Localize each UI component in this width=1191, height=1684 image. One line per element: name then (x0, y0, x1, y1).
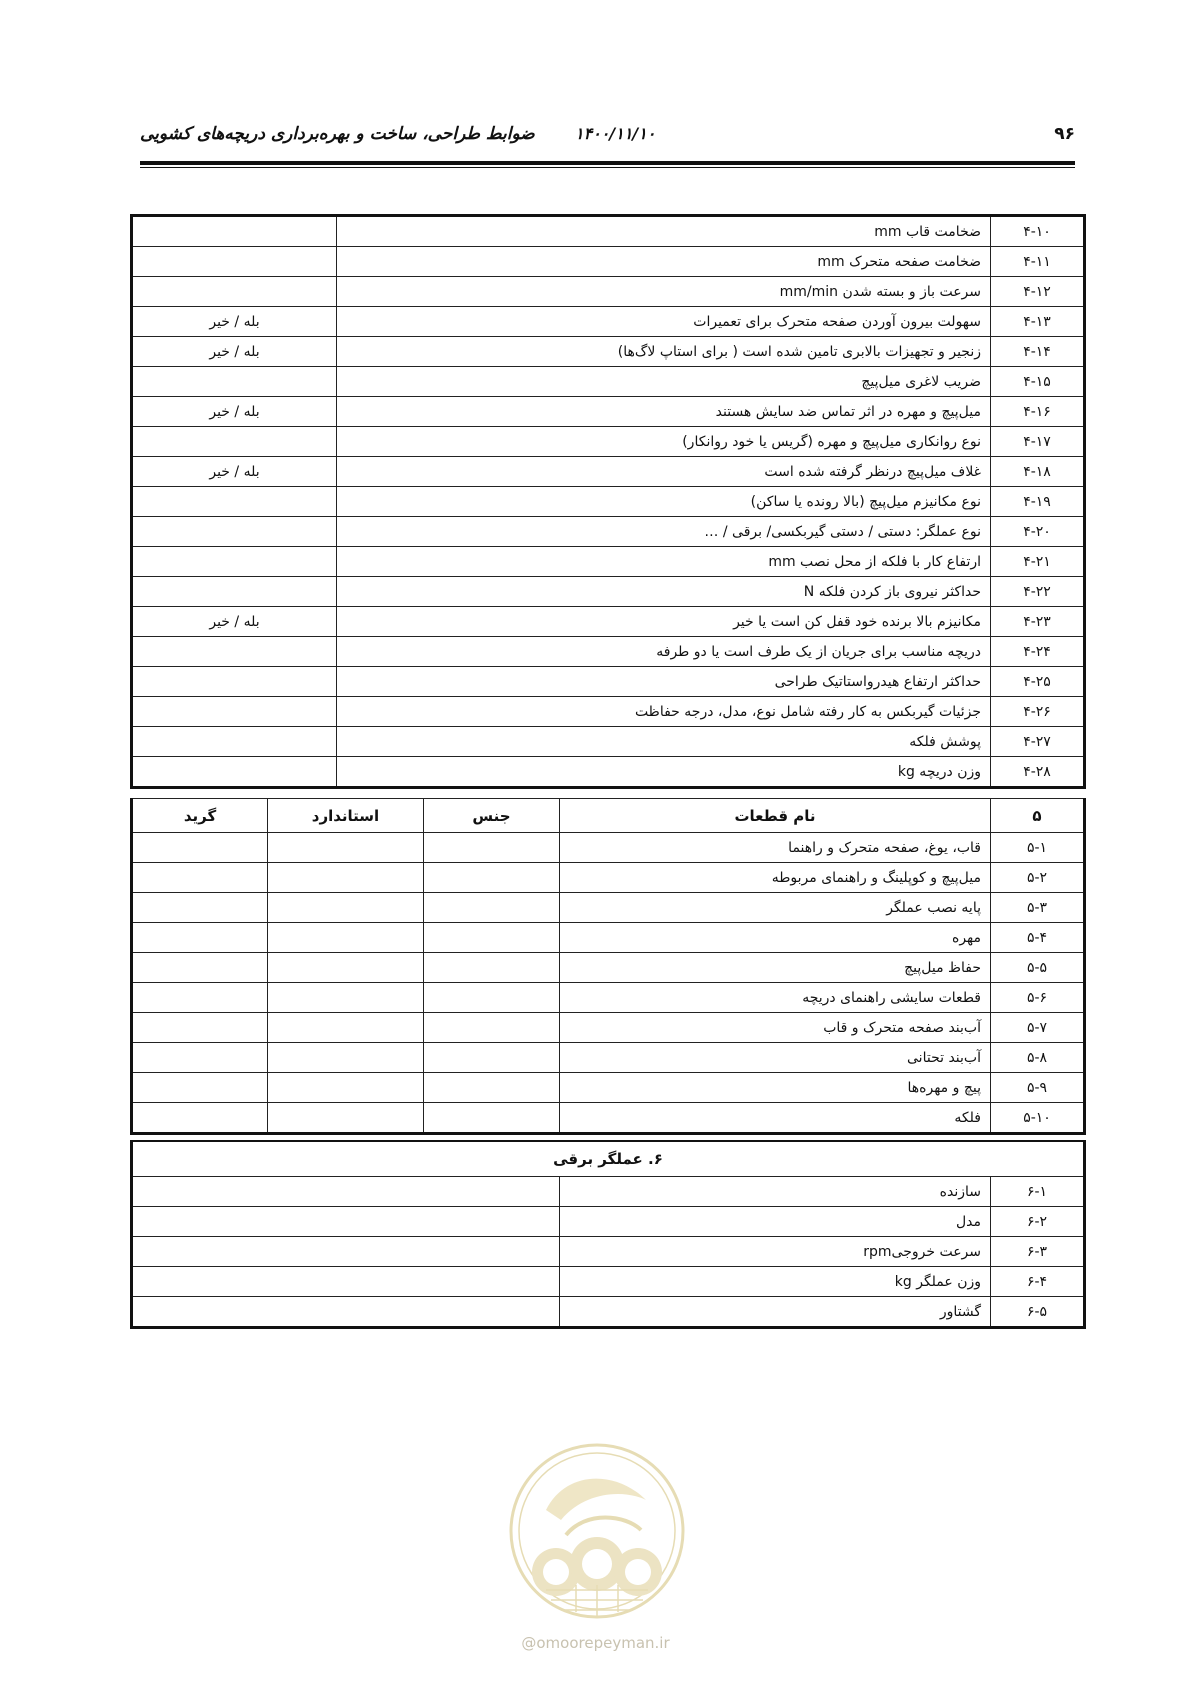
table-row (132, 697, 1085, 727)
table-row (132, 893, 1085, 923)
document-title: ضوابط طراحی، ساخت و بهره‌برداری دریچه‌های کشویی (140, 124, 535, 144)
row-description: جزئیات گیربکس به کار رفته شامل نوع، مدل، درجه حفاظت (337, 697, 991, 727)
grade-cell (132, 983, 268, 1013)
value-cell (132, 1297, 560, 1328)
standard-cell (268, 923, 424, 953)
row-description: زنجیر و تجهیزات بالابری تامین شده است ( برای استاپ لاگ‌ها) (337, 337, 991, 367)
row-option: بله / خیر (132, 307, 337, 337)
row-number: ۵-۴ (991, 923, 1085, 953)
row-number: ۶-۲ (991, 1207, 1085, 1237)
part-name: میل‌پیچ و کوپلینگ و راهنمای مربوطه (560, 863, 991, 893)
row-number: ۴-۱۰ (991, 216, 1085, 247)
table-row (132, 517, 1085, 547)
row-option (132, 577, 337, 607)
row-number: ۴-۱۹ (991, 487, 1085, 517)
table-row (132, 1013, 1085, 1043)
row-description: نوع عملگر: دستی / دستی گیربکسی/ برقی / … (337, 517, 991, 547)
row-description: دریچه مناسب برای جریان از یک طرف است یا دو طرفه (337, 637, 991, 667)
row-number: ۵-۱۰ (991, 1103, 1085, 1134)
value-cell (132, 1177, 560, 1207)
value-cell (132, 1207, 560, 1237)
material-cell (424, 1103, 560, 1134)
table-row (132, 667, 1085, 697)
header-date: ۱۴۰۰/۱۱/۱۰ (575, 124, 656, 143)
row-number: ۴-۱۷ (991, 427, 1085, 457)
row-option (132, 727, 337, 757)
material-cell (424, 893, 560, 923)
row-option (132, 637, 337, 667)
standard-cell (268, 893, 424, 923)
row-number: ۵-۱ (991, 833, 1085, 863)
header-rule-thick (140, 161, 1075, 165)
row-option (132, 517, 337, 547)
row-option (132, 547, 337, 577)
row-number: ۶-۵ (991, 1297, 1085, 1328)
grade-cell (132, 893, 268, 923)
value-cell (132, 1237, 560, 1267)
material-cell (424, 863, 560, 893)
row-option (132, 757, 337, 788)
material-cell (424, 833, 560, 863)
row-number: ۴-۱۴ (991, 337, 1085, 367)
row-option: بله / خیر (132, 607, 337, 637)
table-row (132, 1177, 1085, 1207)
row-description: ضریب لاغری میل‌پیچ (337, 367, 991, 397)
row-number: ۵-۲ (991, 863, 1085, 893)
part-name: قطعات سایشی راهنمای دریچه (560, 983, 991, 1013)
standard-cell (268, 1043, 424, 1073)
page-number: ۹۶ (1054, 124, 1075, 144)
row-number: ۵-۶ (991, 983, 1085, 1013)
row-number: ۵-۸ (991, 1043, 1085, 1073)
row-option (132, 216, 337, 247)
part-name: حفاظ میل‌پیچ (560, 953, 991, 983)
website-watermark: @omoorepeyman.ir (521, 1634, 670, 1652)
material-cell (424, 1043, 560, 1073)
row-number: ۶-۱ (991, 1177, 1085, 1207)
table-row (132, 216, 1085, 247)
table-row (132, 457, 1085, 487)
grade-cell (132, 1043, 268, 1073)
row-number: ۴-۲۳ (991, 607, 1085, 637)
row-description: حداکثر نیروی باز کردن فلکه N (337, 577, 991, 607)
grade-cell (132, 923, 268, 953)
row-option (132, 667, 337, 697)
table-row (132, 277, 1085, 307)
page-header (140, 124, 1075, 152)
header-num: ۵ (991, 799, 1085, 833)
part-name: قاب، یوغ، صفحه متحرک و راهنما (560, 833, 991, 863)
row-option: بله / خیر (132, 457, 337, 487)
table-row (132, 367, 1085, 397)
header-name: نام قطعات (560, 799, 991, 833)
table-row (132, 1297, 1085, 1328)
row-number: ۴-۱۳ (991, 307, 1085, 337)
row-option (132, 247, 337, 277)
material-cell (424, 923, 560, 953)
part-name: آب‌بند صفحه متحرک و قاب (560, 1013, 991, 1043)
row-description: ضخامت صفحه متحرک mm (337, 247, 991, 277)
row-number: ۵-۳ (991, 893, 1085, 923)
table-row (132, 397, 1085, 427)
table-row (132, 953, 1085, 983)
row-description: وزن دریچه kg (337, 757, 991, 788)
row-number: ۶-۴ (991, 1267, 1085, 1297)
table-row (132, 337, 1085, 367)
table-row (132, 637, 1085, 667)
table-row (132, 757, 1085, 788)
section6-title-row (132, 1141, 1085, 1177)
table-row (132, 833, 1085, 863)
table-row (132, 607, 1085, 637)
table-row (132, 247, 1085, 277)
table-row (132, 547, 1085, 577)
section6-title: ۶. عملگر برقی (132, 1141, 1085, 1177)
table-row (132, 983, 1085, 1013)
part-name: پایه نصب عملگر (560, 893, 991, 923)
row-number: ۴-۲۴ (991, 637, 1085, 667)
row-description: سازنده (560, 1177, 991, 1207)
row-number: ۴-۲۱ (991, 547, 1085, 577)
table-row (132, 1267, 1085, 1297)
standard-cell (268, 953, 424, 983)
row-number: ۴-۱۲ (991, 277, 1085, 307)
grade-cell (132, 1103, 268, 1134)
section4-table (130, 214, 1086, 789)
header-rule-thin (140, 167, 1075, 168)
table-row (132, 307, 1085, 337)
row-number: ۴-۲۸ (991, 757, 1085, 788)
row-number: ۴-۱۱ (991, 247, 1085, 277)
row-option (132, 697, 337, 727)
row-number: ۵-۹ (991, 1073, 1085, 1103)
header-material: جنس (424, 799, 560, 833)
row-description: سرعت باز و بسته شدن mm/min (337, 277, 991, 307)
row-description: نوع روانکاری میل‌پیچ و مهره (گریس یا خود روانکار) (337, 427, 991, 457)
table-row (132, 863, 1085, 893)
watermark-logo (506, 1440, 688, 1622)
table-row (132, 577, 1085, 607)
table-row (132, 1207, 1085, 1237)
part-name: مهره (560, 923, 991, 953)
part-name: فلکه (560, 1103, 991, 1134)
row-number: ۴-۱۸ (991, 457, 1085, 487)
row-option: بله / خیر (132, 337, 337, 367)
row-number: ۴-۲۶ (991, 697, 1085, 727)
row-number: ۴-۲۷ (991, 727, 1085, 757)
value-cell (132, 1267, 560, 1297)
row-description: میل‌پیچ و مهره در اثر تماس ضد سایش هستند (337, 397, 991, 427)
row-description: پوشش فلکه (337, 727, 991, 757)
standard-cell (268, 1013, 424, 1043)
table-row (132, 923, 1085, 953)
part-name: آب‌بند تحتانی (560, 1043, 991, 1073)
table-row (132, 427, 1085, 457)
table-row (132, 487, 1085, 517)
row-number: ۵-۷ (991, 1013, 1085, 1043)
row-description: ارتفاع کار با فلکه از محل نصب mm (337, 547, 991, 577)
material-cell (424, 1073, 560, 1103)
row-option (132, 427, 337, 457)
section6-table (130, 1140, 1086, 1329)
standard-cell (268, 1073, 424, 1103)
grade-cell (132, 1073, 268, 1103)
row-description: سرعت خروجیrpm (560, 1237, 991, 1267)
grade-cell (132, 863, 268, 893)
section5-header-row (132, 799, 1085, 833)
row-number: ۴-۱۶ (991, 397, 1085, 427)
row-option (132, 277, 337, 307)
row-number: ۴-۲۰ (991, 517, 1085, 547)
row-number: ۴-۲۵ (991, 667, 1085, 697)
row-description: غلاف میل‌پیچ درنظر گرفته شده است (337, 457, 991, 487)
material-cell (424, 953, 560, 983)
row-description: وزن عملگر kg (560, 1267, 991, 1297)
grade-cell (132, 833, 268, 863)
row-option (132, 487, 337, 517)
standard-cell (268, 983, 424, 1013)
row-number: ۶-۳ (991, 1237, 1085, 1267)
row-number: ۴-۱۵ (991, 367, 1085, 397)
part-name: پیچ و مهره‌ها (560, 1073, 991, 1103)
header-grade: گرید (132, 799, 268, 833)
section5-table (130, 798, 1086, 1135)
row-number: ۵-۵ (991, 953, 1085, 983)
table-row (132, 727, 1085, 757)
standard-cell (268, 833, 424, 863)
table-row (132, 1043, 1085, 1073)
table-row (132, 1103, 1085, 1134)
row-description: گشتاور (560, 1297, 991, 1328)
row-description: سهولت بیرون آوردن صفحه متحرک برای تعمیرات (337, 307, 991, 337)
header-standard: استاندارد (268, 799, 424, 833)
standard-cell (268, 863, 424, 893)
row-option: بله / خیر (132, 397, 337, 427)
standard-cell (268, 1103, 424, 1134)
grade-cell (132, 953, 268, 983)
row-description: مکانیزم بالا برنده خود قفل کن است یا خیر (337, 607, 991, 637)
row-description: مدل (560, 1207, 991, 1237)
material-cell (424, 983, 560, 1013)
material-cell (424, 1013, 560, 1043)
row-description: حداکثر ارتفاع هیدرواستاتیک طراحی (337, 667, 991, 697)
row-description: ضخامت قاب mm (337, 216, 991, 247)
row-option (132, 367, 337, 397)
table-row (132, 1237, 1085, 1267)
row-description: نوع مکانیزم میل‌پیچ (بالا رونده یا ساکن) (337, 487, 991, 517)
grade-cell (132, 1013, 268, 1043)
row-number: ۴-۲۲ (991, 577, 1085, 607)
table-row (132, 1073, 1085, 1103)
